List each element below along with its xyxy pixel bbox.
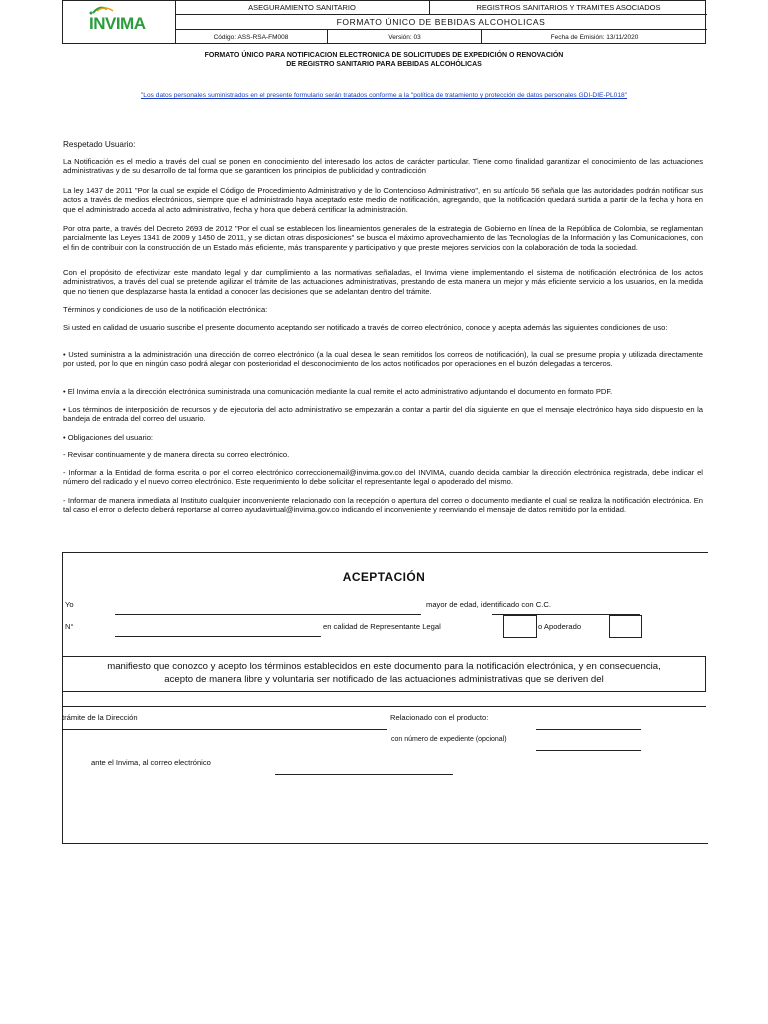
form-title: FORMATO ÚNICO DE BEBIDAS ALCOHOLICAS <box>175 15 707 30</box>
bullet-obligaciones: • Obligaciones del usuario: <box>63 433 154 442</box>
bullet-terminos-recursos: • Los términos de interposición de recursos y de ejecutoria del acto administrativo se empezarán a contar a partir del día siguiente en que el mensaje electrónico haya sido dispuesto en la bandeja de entrada del correo del usuario. <box>63 405 703 424</box>
obligation-informar-inconveniente: - Informar de manera inmediata al Instituto cualquier inconveniente relacionado con la recepción o apertura del correo o documento mediante el cual se realiza la notificación electrónica. En tal caso el error o defecto deberá reportarse al correo ayudavirtual@invima.gov.co indicando el inconveniente y reenviando el mensaje de datos remitido por la entidad. <box>63 496 703 515</box>
greeting: Respetado Usuario: <box>63 140 136 149</box>
mayor-edad-label: mayor de edad, identificado con C.C. <box>426 600 551 609</box>
statement-line1: manifiesto que conozco y acepto los términos establecidos en este documento para la notificación electrónica, y en consecuencia, <box>107 661 661 672</box>
paragraph-decreto-2693: Por otra parte, a través del Decreto 2693 de 2012 "Por el cual se establecen los lineamientos generales de la estrategia de Gobierno en línea de la República de Colombia, se reglamentan parcialmente las Leyes 1341 de 2009 y 1450 de 2011, y se dictan otras disposiciones" se busca el máximo aprovechamiento de las Tecnologías de la Información y las Comunicaciones, con el fin de contribuir con la construcción de un Estado más eficiente, más transparente y participativo y que preste mejores servicios con la colaboración de toda la sociedad. <box>63 224 703 252</box>
tramite-field[interactable] <box>62 729 387 730</box>
acceptance-section <box>62 552 708 844</box>
acceptance-bottom-border <box>62 843 708 844</box>
yo-label: Yo <box>65 600 74 609</box>
invima-logo <box>63 1 176 44</box>
dept-left: ASEGURAMIENTO SANITARIO <box>175 1 430 15</box>
lower-divider <box>62 706 706 707</box>
logo-text: INVIMA <box>89 14 146 33</box>
form-version: Versión: 03 <box>328 30 482 44</box>
paragraph-terminos-title: Términos y condiciones de uso de la notificación electrónica: <box>63 305 268 314</box>
tramite-label: trámite de la Dirección <box>62 713 138 722</box>
bullet-correo-propio: • Usted suministra a la administración una dirección de correo electrónico (a la cual desea le sean remitidos los correos de notificación), la cual se presume propia y utilizada directamente por usted, por lo que en ningún caso podrá alegar con posterioridad el desconocimiento de los actos notificados por operaciones en el buzón delegadas a terceros. <box>63 350 703 369</box>
header-table <box>62 0 706 44</box>
paragraph-notification: La Notificación es el medio a través del cual se ponen en conocimiento del interesado los actos de carácter particular. Tiene como finalidad garantizar el conocimiento de las actuaciones administrativas y de su desarrollo de tal forma que se garanticen los principios de publicidad y contradicción <box>63 157 703 176</box>
relacionado-label: Relacionado con el producto: <box>390 713 489 722</box>
obligation-informar-cambio: - Informar a la Entidad de forma escrita o por el correo electrónico correccionemail@invima.gov.co del INVIMA, cuando decida cambiar la dirección electrónica registrada, debe indicar el número del radicado y el nuevo correo electrónico. Este requerimiento lo debe solicitar el representante legal o apoderado del mismo. <box>63 468 703 487</box>
doc-title-line1: FORMATO ÚNICO PARA NOTIFICACION ELECTRONICA DE SOLICITUDES DE EXPEDICIÓN O RENOVACIÓN <box>204 52 564 59</box>
paragraph-condiciones: Si usted en calidad de usuario suscribe el presente documento aceptando ser notificado a través de correo electrónico, conoce y acepta además las siguientes condiciones de uso: <box>63 323 668 332</box>
producto-field[interactable] <box>536 729 641 730</box>
apoderado-checkbox[interactable] <box>609 615 642 638</box>
bullet-envio-pdf: • El Invima envía a la dirección electrónica suministrada una comunicación mediante la cual remite el acto administrativo adjuntando el documento en formato PDF. <box>63 387 613 396</box>
form-code: Código: ASS-RSA-FM008 <box>175 30 328 44</box>
calidad-label: en calidad de Representante Legal <box>323 622 441 631</box>
privacy-note[interactable]: "Los datos personales suministrados en el presente formulario serán tratados conforme a la "política de tratamiento y protección de datos personales GDI-DIE-PL018" <box>140 92 628 99</box>
numero-label: N° <box>65 622 74 631</box>
obligation-revisar: - Revisar continuamente y de manera directa su correo electrónico. <box>63 450 290 459</box>
expediente-label: con número de expediente (opcional) <box>391 736 507 743</box>
name-field[interactable] <box>115 614 421 615</box>
statement-line2: acepto de manera libre y voluntaria ser notificado de las actuaciones administrativas que se deriven del <box>164 674 604 685</box>
acceptance-top-border <box>62 552 708 553</box>
dept-right: REGISTROS SANITARIOS Y TRAMITES ASOCIADOS <box>430 1 707 15</box>
paragraph-proposito: Con el propósito de efectivizar este mandato legal y dar cumplimiento a las normativas señaladas, el Invima viene implementando el sistema de notificación electrónica de los actos administrativos, a través del cual se pretende agilizar el trámite de las actuaciones administrativas, prestando de esta manera un mejor y más eficiente servicio a los usuarios, en la medida que no tienen que desplazarse hasta la entidad a conocer las decisiones que se adelantan dentro del trámite. <box>63 268 703 296</box>
doc-title-line2: DE REGISTRO SANITARIO PARA BEBIDAS ALCOHÓLICAS <box>286 61 482 68</box>
expediente-field[interactable] <box>536 750 641 751</box>
acceptance-title: ACEPTACIÓN <box>342 570 426 584</box>
apoderado-label: o Apoderado <box>538 622 582 631</box>
correo-label: ante el Invima, al correo electrónico <box>91 758 211 767</box>
representante-legal-checkbox[interactable] <box>503 615 537 638</box>
correo-field[interactable] <box>275 774 453 775</box>
issue-date: Fecha de Emisión: 13/11/2020 <box>550 33 639 41</box>
numero-field[interactable] <box>115 636 321 637</box>
paragraph-ley-1437: La ley 1437 de 2011 "Por la cual se expide el Código de Procedimiento Administrativo y de lo Contencioso Administrativo", en su artículo 56 señala que las autoridades podrán notificar sus actos a través de medios electrónicos, siempre que el administrado haya aceptado este medio de notificación, agregando, que la notificación quedará surtida a partir de la fecha y hora en que el administrado acceda al acto administrativo, fecha y hora que deberá certificar la administración. <box>63 186 703 214</box>
